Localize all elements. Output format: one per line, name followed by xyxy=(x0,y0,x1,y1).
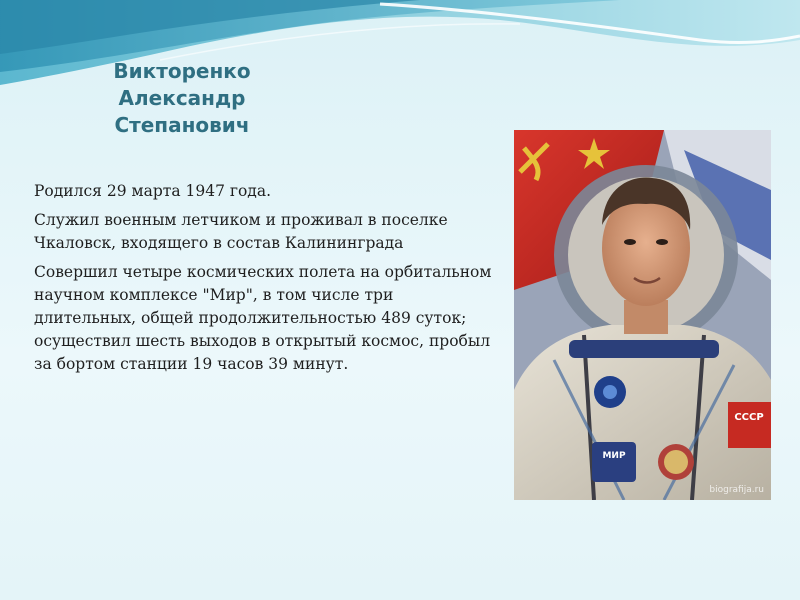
title-line-2: Александр xyxy=(118,86,246,110)
paragraph-flights: Совершил четыре космических полета на орбитальном научном комплексе "Мир", в том числе три длительных, общей продолжительностью 489 суток; осуществил шесть выходов в открытый космос, пробыл за бортом станции 19 часов 39 минут. xyxy=(34,263,492,373)
paragraph-service: Служил военным летчиком и проживал в поселке Чкаловск, входящего в состав Калининграда xyxy=(34,211,448,252)
title-line-3: Степанович xyxy=(114,113,250,137)
cccp-sleeve-text: СССР xyxy=(734,412,764,423)
cosmonaut-portrait-image xyxy=(514,130,771,500)
title-line-1: Викторенко xyxy=(113,59,251,83)
paragraph-birth: Родился 29 марта 1947 года. xyxy=(34,182,272,200)
mir-patch-text: МИР xyxy=(602,451,626,461)
biography-text xyxy=(34,180,494,382)
image-watermark: biografija.ru xyxy=(709,485,764,495)
page-title xyxy=(92,58,272,139)
